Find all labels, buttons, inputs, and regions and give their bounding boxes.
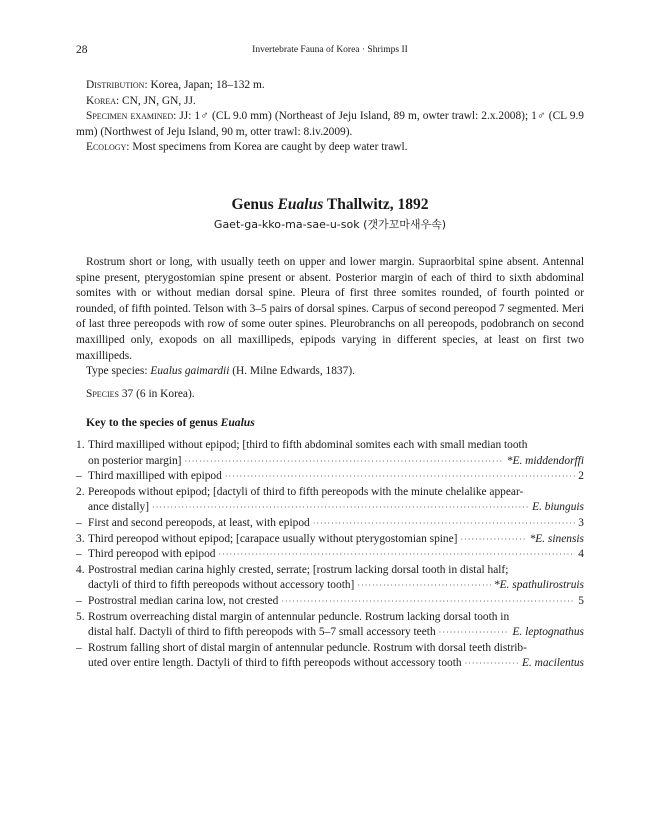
genus-diagnosis [76, 255, 584, 380]
ecology-text: Most specimens from Korea are caught by deep water trawl. [129, 141, 408, 154]
leader-dots [225, 469, 575, 485]
key-item-number: 5. [76, 610, 85, 623]
key-item-lead-line [88, 547, 584, 563]
page-number: 28 [76, 44, 88, 56]
key-item-result: E. biunguis [532, 501, 584, 514]
key-item-lead-line [88, 656, 584, 672]
species-record [76, 78, 584, 156]
korea-text: CN, JN, GN, JJ. [119, 94, 196, 107]
key-item-result: *E. spathulirostruis [493, 579, 584, 592]
type-species-name: Eualus gaimardii [150, 365, 230, 378]
type-species-author: (H. Milne Edwards, 1837). [229, 365, 355, 378]
species-count-label: Species [86, 388, 120, 400]
key-item-lead-text: Postrostral median carina low, not crested [88, 594, 279, 607]
species-count [76, 387, 584, 403]
key-item-lead-line [88, 516, 584, 532]
key-item-number: – [76, 594, 82, 607]
key-item [76, 469, 584, 485]
key-item-lead-line [88, 469, 584, 485]
key-item-text: Rostrum overreaching distal margin of antennular peduncle. Rostrum lacking dorsal tooth in [88, 610, 510, 623]
key-item-lead-line [88, 454, 584, 470]
key-item-result: *E. middendorffi [506, 454, 584, 467]
leader-dots [357, 578, 491, 594]
type-species-label: Type species: [86, 365, 151, 378]
specimen-label: Specimen examined: [86, 110, 177, 123]
key-item-result: *E. sinensis [529, 532, 584, 545]
key-item-lead-text: First and second pereopods, at least, with epipod [88, 516, 310, 529]
key-item [76, 438, 584, 469]
ecology-label: Ecology: [86, 141, 130, 154]
key-item-number: – [76, 470, 82, 483]
key-item-number: 1. [76, 439, 85, 451]
key-item [76, 594, 584, 610]
key-item-lead-text: Third pereopod with epipod [88, 548, 216, 561]
leader-dots [152, 500, 529, 516]
leader-dots [465, 656, 519, 672]
key-item-lead-text: ance distally] [88, 501, 150, 514]
running-head [76, 44, 584, 58]
key-heading-genus: Eualus [220, 416, 255, 429]
key-item-text: Third maxilliped without epipod; [third to fifth abdominal somites each with small median tooth [88, 439, 528, 451]
species-count-line [76, 387, 584, 403]
key-item [76, 641, 584, 672]
leader-dots [184, 454, 503, 470]
key-item-lead-line [88, 594, 584, 610]
key-item-result: 5 [578, 594, 584, 607]
korea-label: Korea: [86, 94, 120, 107]
leader-dots [281, 594, 575, 610]
key-item-lead-text: Third maxilliped with epipod [88, 470, 222, 483]
distribution-label: Distribution: [86, 79, 148, 91]
key-heading-prefix: Key to the species of genus [86, 416, 221, 429]
key-item-result: 3 [578, 516, 584, 529]
genus-title-name: Eualus [277, 196, 324, 213]
genus-title [76, 196, 584, 214]
leader-dots [439, 625, 510, 641]
leader-dots [218, 547, 575, 563]
key-item-lead-line [88, 500, 584, 516]
genus-title-prefix: Genus [231, 196, 278, 213]
key-item-result: E. macilentus [521, 657, 584, 670]
key-item-text: Pereopods without epipod; [dactyli of third to fifth pereopods with the minute chelalike appear- [88, 485, 524, 498]
running-title: Invertebrate Fauna of Korea · Shrimps II [252, 45, 408, 55]
specimen-line [76, 109, 584, 140]
key-item [76, 516, 584, 532]
key-item-number: 3. [76, 532, 85, 545]
key-item-result: 2 [578, 470, 584, 483]
key-item-lead-text: uted over entire length. Dactyli of third to fifth pereopods without accessory tooth [88, 657, 462, 670]
key-item-lead-line [88, 625, 584, 641]
key-item [76, 610, 584, 641]
key-item-result: E. leptognathus [512, 626, 584, 639]
key-item-number: – [76, 548, 82, 561]
leader-dots [313, 516, 576, 532]
key-item-number: 4. [76, 563, 85, 576]
species-key [76, 438, 584, 672]
key-item [76, 563, 584, 594]
distribution-text: Korea, Japan; 18–132 m. [147, 79, 265, 91]
key-item-lead-line [88, 532, 584, 548]
key-item-lead-text: Third pereopod without epipod; [carapace usually without pterygostomian spine] [88, 532, 458, 545]
key-item [76, 547, 584, 563]
ecology-line [76, 140, 584, 156]
key-item [76, 532, 584, 548]
key-item-number: – [76, 516, 82, 529]
genus-korean-name: Gaet-ga-kko-ma-sae-u-sok (갯가꼬마새우속) [213, 218, 447, 231]
key-item-text: Rostrum falling short of distal margin of antennular peduncle. Rostrum with dorsal teeth distrib- [88, 641, 527, 654]
key-item-number: 2. [76, 485, 85, 498]
key-item-lead-text: distal half. Dactyli of third to fifth pereopods with 5–7 small accessory teeth [88, 626, 436, 639]
key-item [76, 485, 584, 516]
species-count-text: 37 (6 in Korea). [119, 388, 195, 400]
specimen-text: JJ: 1♂ (CL 9.0 mm) (Northeast of Jeju Island, 89 m, owter trawl: 2.x.2008); 1♂ (CL 9.9 mm) (Northwest of Jeju Island, 90 m, otter trawl: 8.iv.2009). [76, 110, 584, 138]
distribution-line [76, 78, 584, 94]
diagnosis-text: Rostrum short or long, with usually teeth on upper and lower margin. Supraorbital spine absent. Antennal spine present, pterygostomian spine present or absent. Posterior margin of each of third to sixth abdominal somites with or without median dorsal spine. Pleura of first three somites rounded, of fourth pointed or rounded, of fifth pointed. Telson with 3–5 pairs of dorsal spines. Carpus of second pereopod 7 segmented. Meri of last three pereopods with row of some outer spines. Pleurobranchs on all pereopods, podobranch on second maxilliped only, exopods on all maxillipeds, epipods varying in different species, at least on first two maxillipeds. [76, 256, 584, 362]
key-item-lead-line [88, 578, 584, 594]
key-item-lead-text: dactyli of third to fifth pereopods without accessory tooth] [88, 579, 355, 592]
leader-dots [460, 532, 526, 548]
key-heading [86, 416, 255, 429]
key-item-lead-text: on posterior margin] [88, 454, 182, 467]
key-item-text: Postrostral median carina highly crested, serrate; [rostrum lacking dorsal tooth in distal half; [88, 563, 509, 576]
korea-line [76, 94, 584, 110]
key-item-result: 4 [578, 548, 584, 561]
genus-title-suffix: Thallwitz, 1892 [323, 196, 429, 213]
key-item-number: – [76, 641, 82, 654]
type-species-line [76, 364, 584, 380]
